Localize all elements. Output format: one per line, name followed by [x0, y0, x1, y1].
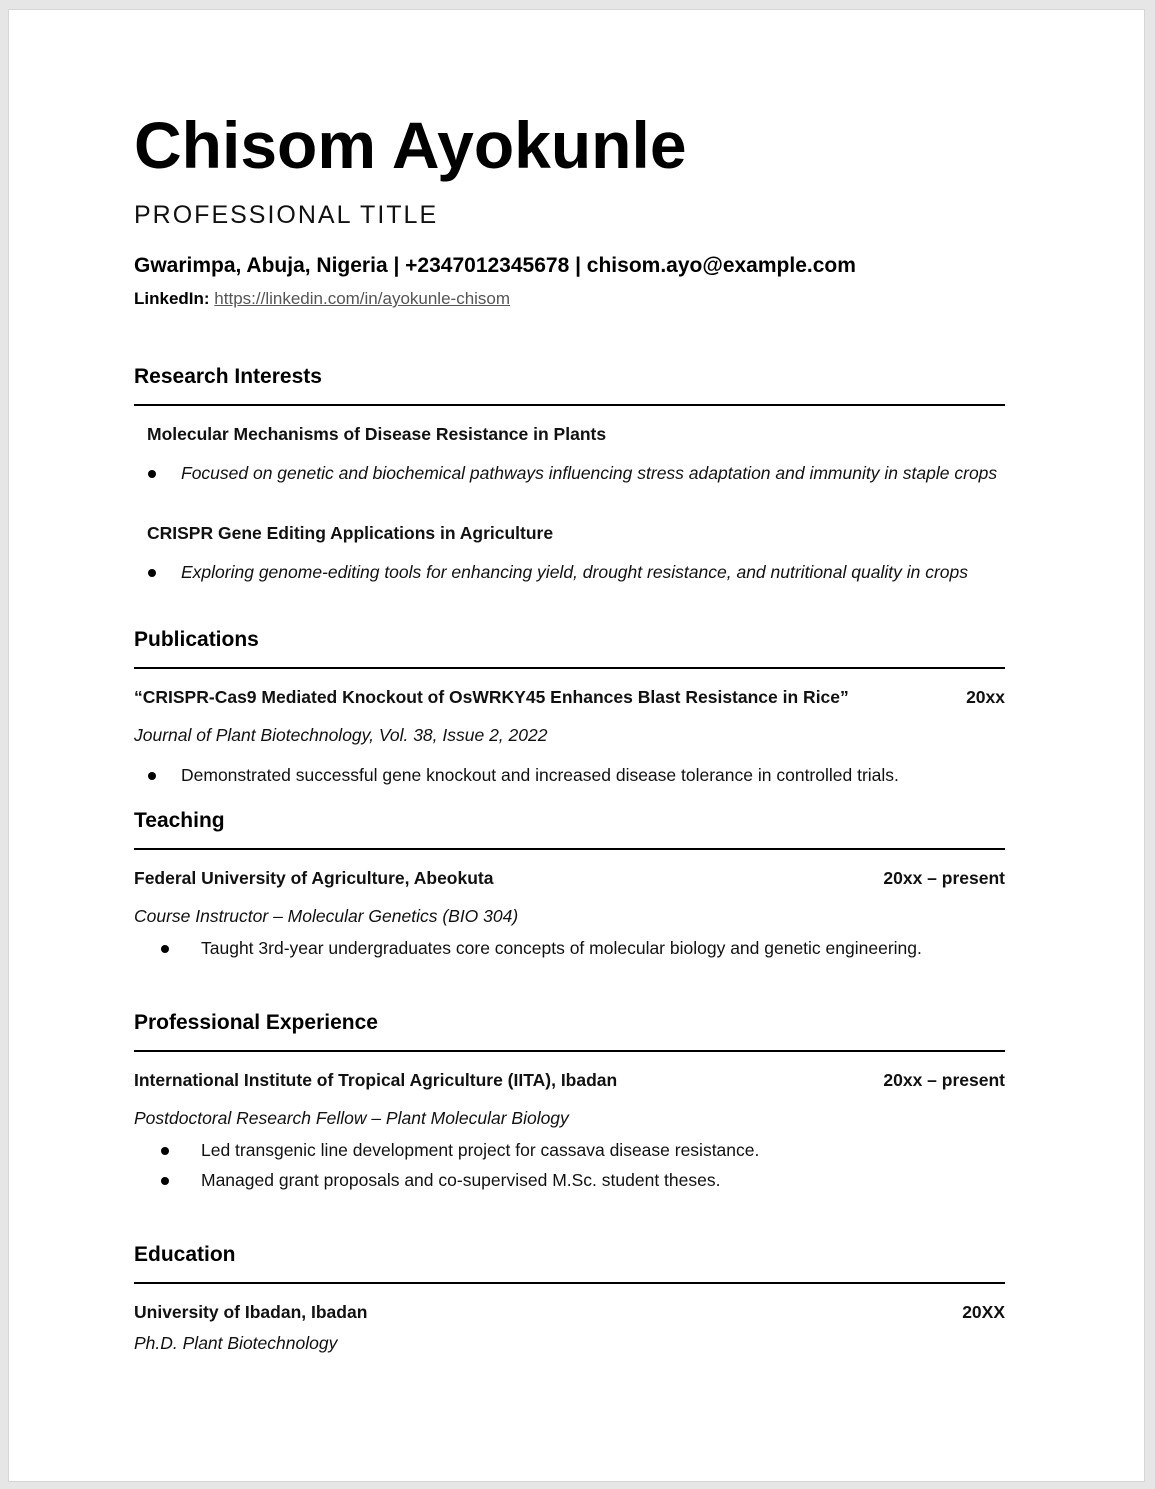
linkedin-link[interactable]: https://linkedin.com/in/ayokunle-chisom	[214, 289, 511, 308]
bullet-icon	[148, 772, 156, 780]
education-year: 20XX	[962, 1302, 1005, 1322]
section-divider	[134, 848, 1005, 850]
publication-title: “CRISPR-Cas9 Mediated Knockout of OsWRKY45 Enhances Blast Resistance in Rice”	[134, 687, 849, 707]
teaching-institution: Federal University of Agriculture, Abeokuta	[134, 868, 494, 888]
bullet-icon	[148, 569, 156, 577]
publication-year: 20xx	[966, 687, 1005, 707]
section-title-education: Education	[134, 1243, 236, 1266]
experience-bullet: Led transgenic line development project for cassava disease resistance.	[201, 1140, 760, 1160]
experience-dates: 20xx – present	[883, 1070, 1005, 1090]
education-institution: University of Ibadan, Ibadan	[134, 1302, 368, 1322]
contact-line: Gwarimpa, Abuja, Nigeria | +2347012345678 | chisom.ayo@example.com	[134, 254, 856, 277]
bullet-icon	[161, 1177, 169, 1185]
section-title-research-interests: Research Interests	[134, 365, 322, 388]
section-divider	[134, 1282, 1005, 1284]
education-degree: Ph.D. Plant Biotechnology	[134, 1333, 338, 1353]
section-divider	[134, 667, 1005, 669]
section-divider	[134, 404, 1005, 406]
section-title-publications: Publications	[134, 628, 259, 651]
professional-title: PROFESSIONAL TITLE	[134, 201, 439, 229]
research-interest-heading: CRISPR Gene Editing Applications in Agriculture	[147, 523, 554, 543]
publication-journal: Journal of Plant Biotechnology, Vol. 38, Issue 2, 2022	[134, 725, 548, 745]
candidate-name: Chisom Ayokunle	[134, 108, 687, 182]
publication-bullet: Demonstrated successful gene knockout and increased disease tolerance in controlled trials.	[181, 765, 899, 785]
resume-page	[8, 9, 1145, 1482]
bullet-icon	[148, 470, 156, 478]
section-title-experience: Professional Experience	[134, 1011, 378, 1034]
section-divider	[134, 1050, 1005, 1052]
section-title-teaching: Teaching	[134, 809, 225, 832]
bullet-icon	[161, 1147, 169, 1155]
linkedin-label: LinkedIn:	[134, 289, 210, 308]
experience-organization: International Institute of Tropical Agriculture (IITA), Ibadan	[134, 1070, 618, 1090]
bullet-icon	[161, 945, 169, 953]
research-interest-bullet: Focused on genetic and biochemical pathways influencing stress adaptation and immunity in staple crops	[181, 463, 998, 483]
teaching-bullet: Taught 3rd-year undergraduates core concepts of molecular biology and genetic engineering.	[201, 938, 922, 958]
research-interest-bullet: Exploring genome-editing tools for enhancing yield, drought resistance, and nutritional quality in crops	[181, 562, 968, 582]
linkedin-line	[134, 288, 510, 310]
experience-bullet: Managed grant proposals and co-supervised M.Sc. student theses.	[201, 1170, 721, 1190]
teaching-role: Course Instructor – Molecular Genetics (BIO 304)	[134, 906, 519, 926]
research-interest-heading: Molecular Mechanisms of Disease Resistance in Plants	[147, 424, 607, 444]
experience-role: Postdoctoral Research Fellow – Plant Molecular Biology	[134, 1108, 569, 1128]
teaching-dates: 20xx – present	[883, 868, 1005, 888]
